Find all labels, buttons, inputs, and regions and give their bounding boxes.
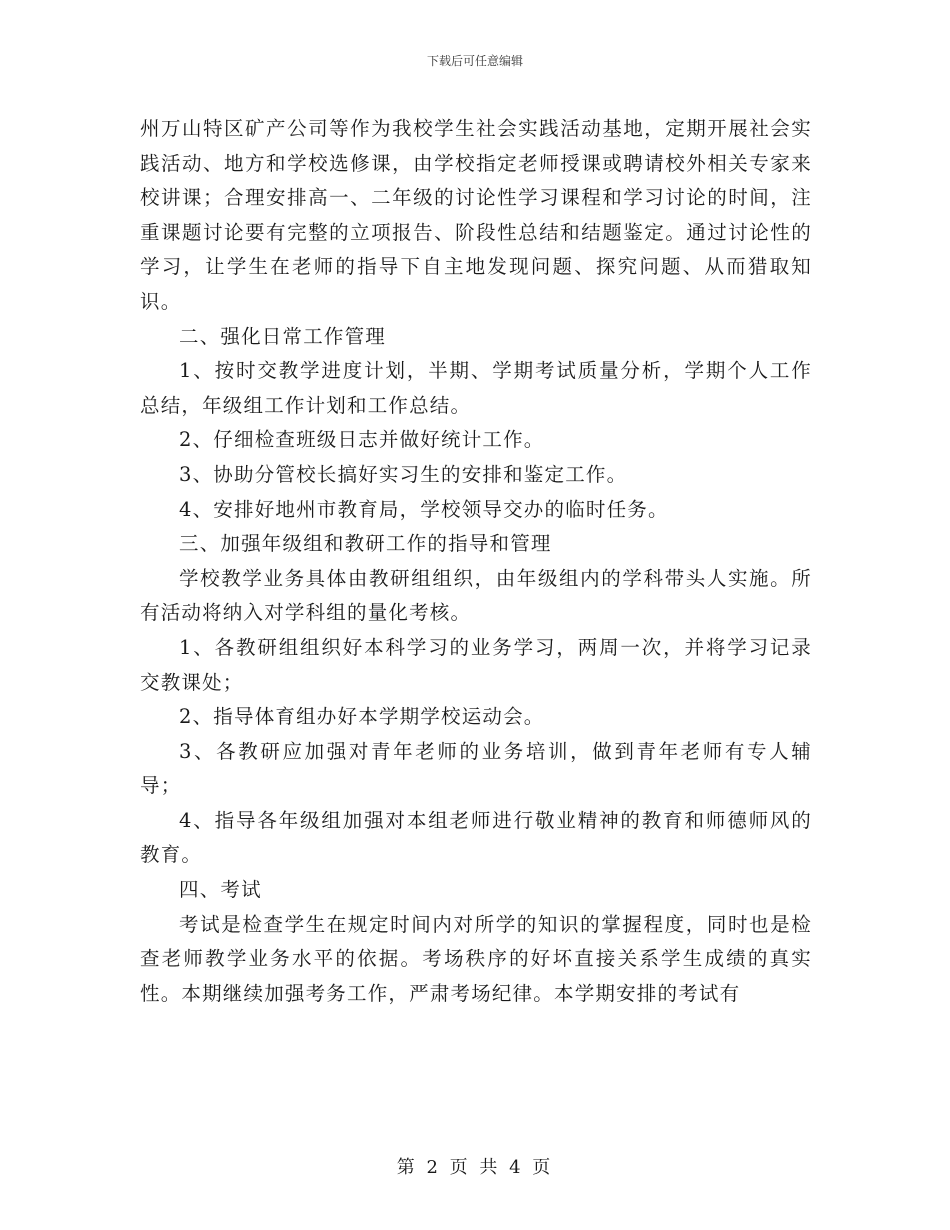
- section-heading: 二、强化日常工作管理: [179, 324, 387, 348]
- paragraph: 学校教学业务具体由教研组组织，由年级组内的学科带头人实施。所有活动将纳入对学科组的量化考核。: [140, 566, 812, 625]
- page-header: 下载后可任意编辑: [426, 54, 523, 68]
- paragraph: 2、指导体育组办好本学期学校运动会。: [179, 705, 545, 729]
- paragraph: 州万山特区矿产公司等作为我校学生社会实践活动基地，定期开展社会实践活动、地方和学校选修课，由学校指定老师授课或聘请校外相关专家来校讲课；合理安排高一、二年级的讨论性学习课程和学习讨论的时间，注重课题讨论要有完整的立项报告、阶段性总结和结题鉴定。通过讨论性的学习，让学生在老师的指导下自主地发现问题、探究问题、从而猎取知识。: [140, 117, 812, 313]
- section-heading: 三、加强年级组和教研工作的指导和管理: [179, 532, 552, 556]
- document-body: [140, 112, 812, 1011]
- paragraph: 1、按时交教学进度计划，半期、学期考试质量分析，学期个人工作总结，年级组工作计划和工作总结。: [140, 359, 812, 417]
- paragraph: 1、各教研组组织好本科学习的业务学习，两周一次，并将学习记录交教课处；: [140, 635, 812, 694]
- paragraph: 4、安排好地州市教育局，学校领导交办的临时任务。: [179, 497, 669, 521]
- page-number: 第 2 页 共 4 页: [396, 1157, 554, 1178]
- paragraph: 3、各教研应加强对青年老师的业务培训，做到青年老师有专人辅导；: [140, 739, 812, 798]
- paragraph: 考试是检查学生在规定时间内对所学的知识的掌握程度，同时也是检查老师教学业务水平的依据。考场秩序的好坏直接关系学生成绩的真实性。本期继续加强考务工作，严肃考场纪律。本学期安排的考试有: [140, 912, 812, 1005]
- section-heading: 四、考试: [179, 878, 262, 902]
- paragraph: 2、仔细检查班级日志并做好统计工作。: [179, 428, 545, 452]
- paragraph: 4、指导各年级组加强对本组老师进行敬业精神的教育和师德师风的教育。: [140, 808, 812, 867]
- paragraph: 3、协助分管校长搞好实习生的安排和鉴定工作。: [179, 462, 628, 486]
